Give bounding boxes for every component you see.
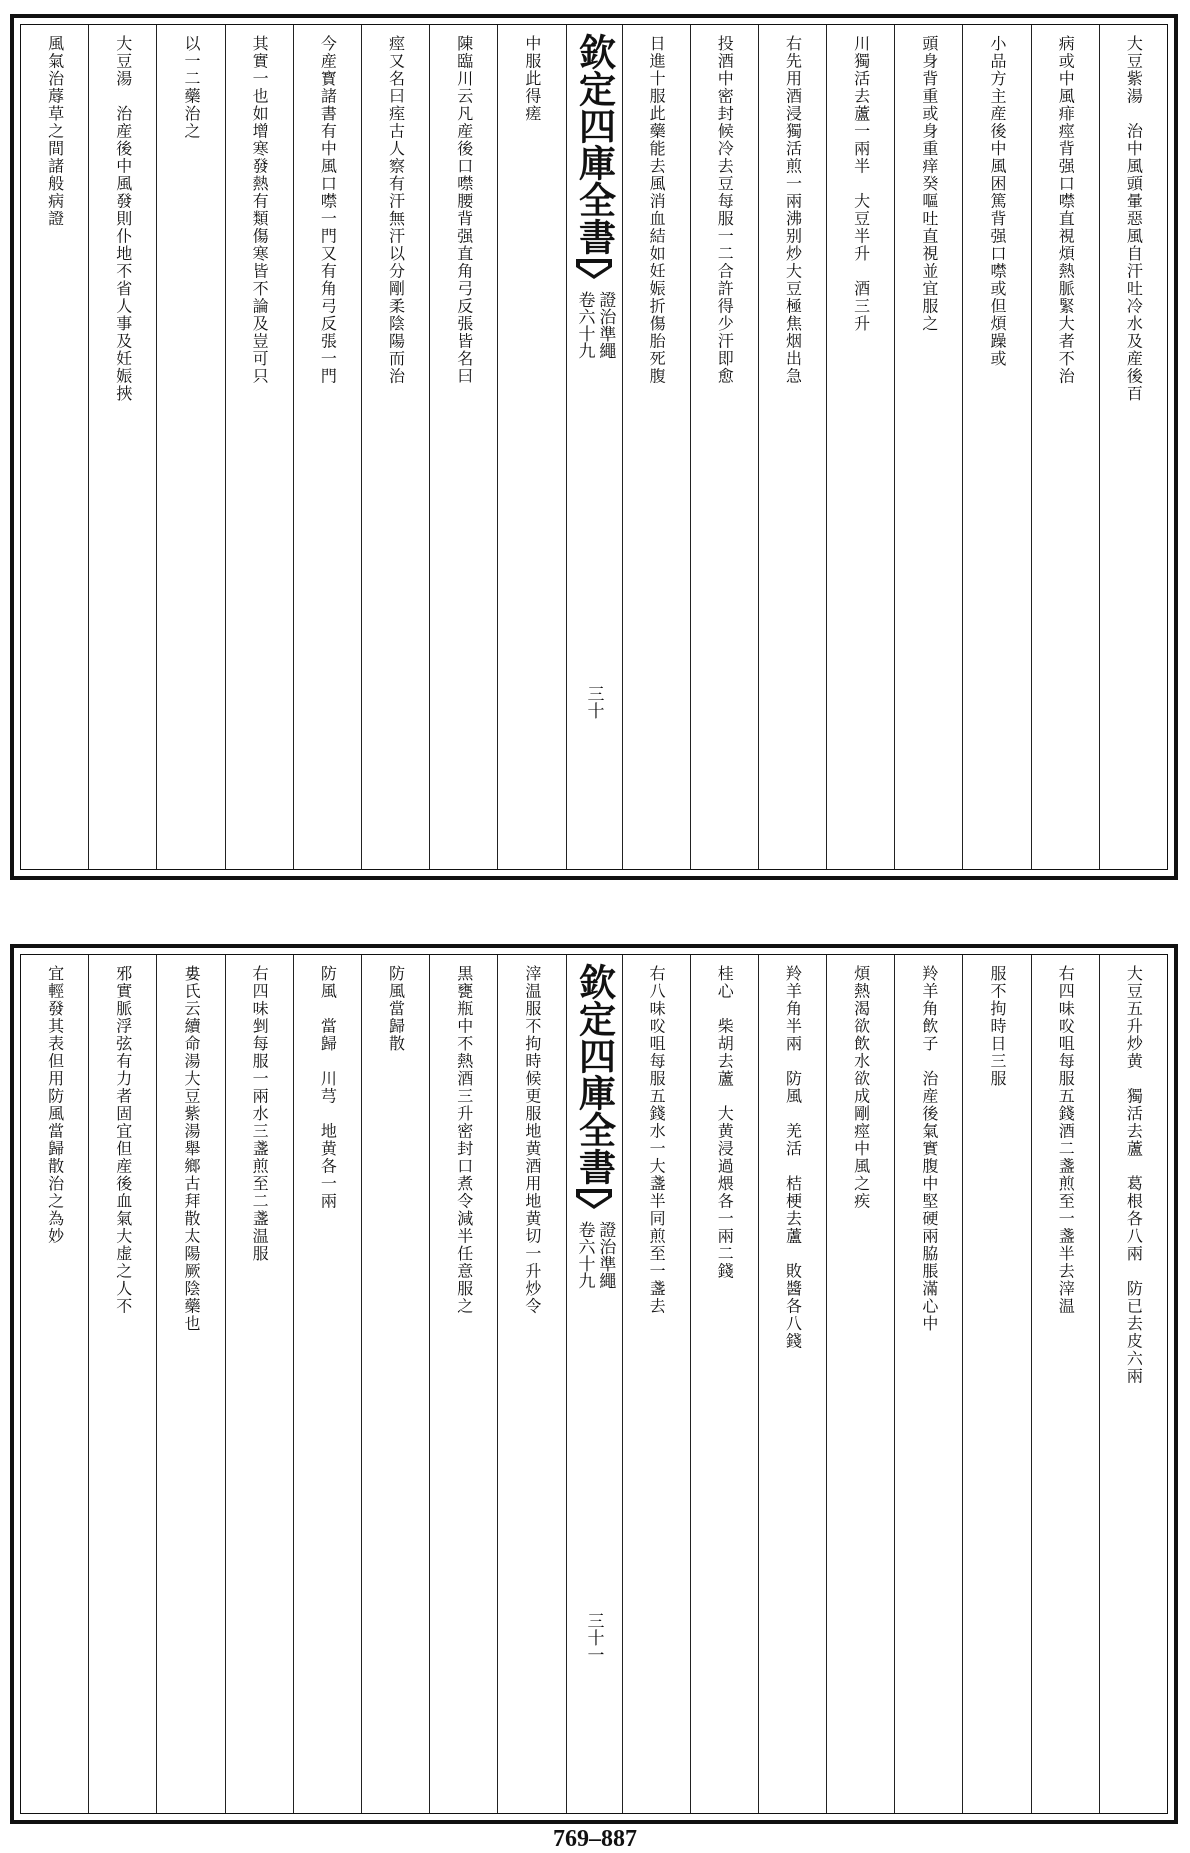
text-column	[497, 955, 565, 1813]
column-text: 其實一也如增寒發熱有類傷寒皆不論及豈可只	[250, 35, 270, 385]
text-column	[1099, 955, 1167, 1813]
volume-label	[575, 1221, 614, 1289]
column-text: 大豆五升炒黄 獨活去蘆 葛根各八兩 防已去皮六兩	[1124, 965, 1144, 1385]
text-column	[1031, 25, 1099, 869]
text-column	[962, 955, 1030, 1813]
column-text: 防風 當歸 川芎 地黄各一兩	[318, 965, 338, 1210]
text-column	[894, 955, 962, 1813]
text-column	[622, 25, 690, 869]
volume-number: 卷六十九	[574, 291, 595, 359]
text-column	[758, 955, 826, 1813]
text-column	[429, 955, 497, 1813]
book-title: 欽定四庫全書	[572, 33, 617, 255]
text-column	[758, 25, 826, 869]
folio-number: 三十	[583, 685, 604, 719]
folio-number: 三十一	[583, 1612, 604, 1663]
book-title: 欽定四庫全書	[572, 963, 617, 1185]
column-text: 中服此得瘥	[522, 35, 542, 123]
work-title: 證治準繩	[595, 291, 616, 359]
text-column	[361, 955, 429, 1813]
bottom-page-text-frame	[20, 954, 1168, 1814]
column-text: 婁氏云續命湯大豆紫湯舉鄉古拜散太陽厥陰藥也	[181, 965, 201, 1333]
column-text: 右先用酒浸獨活煎一兩沸别炒大豆極焦烟出急	[783, 35, 803, 385]
text-column	[156, 955, 224, 1813]
text-column	[21, 955, 88, 1813]
text-column	[826, 25, 894, 869]
top-page-panel	[10, 14, 1178, 880]
text-column	[497, 25, 565, 869]
column-text: 陳臨川云凡産後口噤腰背强直角弓反張皆名曰	[454, 35, 474, 385]
column-text: 黒甕瓶中不熱酒三升密封口煮令減半任意服之	[454, 965, 474, 1315]
text-column	[1099, 25, 1167, 869]
bottom-page-panel	[10, 944, 1178, 1824]
column-text: 宜輕發其表但用防風當歸散治之為妙	[45, 965, 65, 1245]
work-title: 證治準繩	[595, 1221, 616, 1289]
column-text: 右八味㕮咀每服五錢水一大盞半同煎至一盞去	[647, 965, 667, 1315]
text-column	[690, 25, 758, 869]
text-column	[88, 955, 156, 1813]
column-text: 風氣治蓐草之間諸般病證	[45, 35, 65, 228]
column-text: 日進十服此藥能去風消血結如妊娠折傷胎死腹	[647, 35, 667, 385]
text-column	[21, 25, 88, 869]
top-page-text-frame	[20, 24, 1168, 870]
column-text: 羚羊角半兩 防風 羌活 桔梗去蘆 敗醬各八錢	[783, 965, 803, 1350]
column-text: 服不拘時日三服	[988, 965, 1008, 1088]
fish-tail-mark-icon	[576, 259, 612, 279]
column-text: 防風當歸散	[386, 965, 406, 1053]
center-gutter	[566, 955, 622, 1813]
center-gutter	[566, 25, 622, 869]
column-text: 邪實脈浮弦有力者固宜但産後血氣大虚之人不	[113, 965, 133, 1315]
text-column	[826, 955, 894, 1813]
text-column	[1031, 955, 1099, 1813]
column-text: 川獨活去蘆一兩半 大豆半升 酒三升	[851, 35, 871, 333]
text-column	[293, 25, 361, 869]
column-text: 大豆湯 治産後中風發則仆地不省人事及妊娠挾	[113, 35, 133, 403]
column-text: 大豆紫湯 治中風頭暈惡風自汗吐冷水及産後百	[1124, 35, 1144, 403]
column-text: 投酒中密封候冷去豆每服一二合許得少汗即愈	[715, 35, 735, 385]
volume-number: 卷六十九	[574, 1221, 595, 1289]
text-column	[690, 955, 758, 1813]
text-column	[962, 25, 1030, 869]
text-column	[225, 25, 293, 869]
column-text: 病或中風痱痙背强口噤直視煩熱脈緊大者不治	[1056, 35, 1076, 385]
text-column	[622, 955, 690, 1813]
column-text: 右四味㕮咀每服五錢酒二盞煎至一盞半去滓温	[1056, 965, 1076, 1315]
column-text: 今産寳諸書有中風口噤一門又有角弓反張一門	[318, 35, 338, 385]
column-text: 煩熱渴欲飲水欲成剛痙中風之疾	[851, 965, 871, 1210]
column-text: 小品方主産後中風困篤背强口噤或但煩躁或	[988, 35, 1008, 368]
text-column	[293, 955, 361, 1813]
text-column	[894, 25, 962, 869]
column-text: 滓温服不拘時候更服地黄酒用地黄切一升炒令	[522, 965, 542, 1315]
page-number: 769–887	[553, 1826, 637, 1852]
column-text: 痙又名曰痓古人察有汗無汗以分剛柔陰陽而治	[386, 35, 406, 385]
column-text: 右四味剉每服一兩水三盞煎至二盞温服	[250, 965, 270, 1263]
column-text: 以一二藥治之	[181, 35, 201, 140]
text-column	[156, 25, 224, 869]
column-text: 羚羊角飲子 治産後氣實腹中堅硬兩脇脹滿心中	[919, 965, 939, 1333]
volume-label	[575, 291, 614, 359]
column-text: 桂心 柴胡去蘆 大黄浸過煨各一兩二錢	[715, 965, 735, 1280]
text-column	[429, 25, 497, 869]
fish-tail-mark-icon	[576, 1189, 612, 1209]
text-column	[225, 955, 293, 1813]
text-column	[88, 25, 156, 869]
text-column	[361, 25, 429, 869]
column-text: 頭身背重或身重痒癸嘔吐直視並宜服之	[919, 35, 939, 333]
